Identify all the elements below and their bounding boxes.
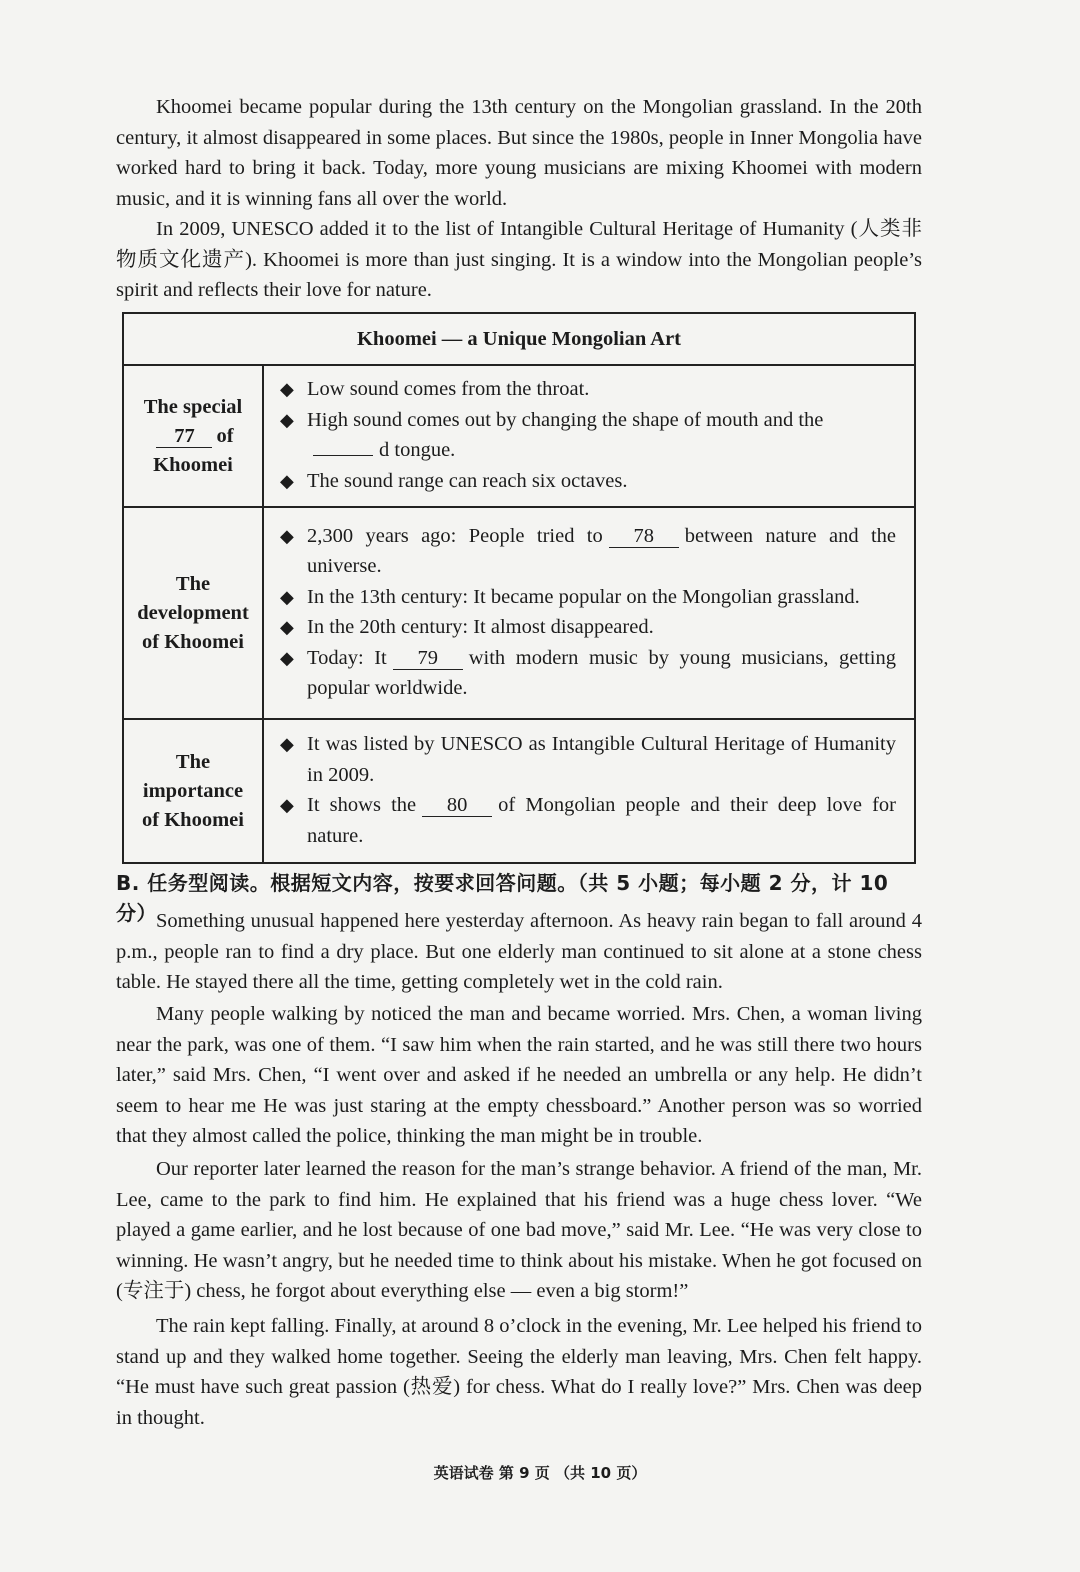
- row-content-special: [263, 365, 915, 507]
- answer-blank-77[interactable]: 77: [156, 425, 212, 448]
- row-label-line: The special: [143, 395, 243, 418]
- passage-a-paragraph-2: In 2009, UNESCO added it to the list of Intangible Cultural Heritage of Humanity (人类非物质文化遗产). Khoomei is more than just singing. It is a window into the Mongolian people’s spirit and reflects their love for nature.: [116, 218, 922, 301]
- answer-blank-79[interactable]: 79: [393, 647, 463, 670]
- row-label-line: of Khoomei: [142, 630, 244, 653]
- passage-b-paragraph-1: Something unusual happened here yesterday afternoon. As heavy rain began to fall around 4 p.m., people ran to find a dry place. But one elderly man continued to sit alone at a stone chess table. He stayed there all the time, getting completely wet in the cold rain.: [116, 910, 922, 993]
- table-row-importance: [123, 719, 915, 863]
- row-label-line: The: [175, 572, 211, 595]
- bullet-item: [280, 643, 896, 704]
- bullet-text: d tongue.: [379, 439, 456, 461]
- row-content-development: [263, 507, 915, 719]
- table-row-special: [123, 365, 915, 507]
- table-row-development: [123, 507, 915, 719]
- bullet-item: [280, 790, 896, 851]
- bullet-text: It shows the: [307, 794, 417, 816]
- row-label-line: [126, 422, 260, 451]
- bullet-item: ◆ The sound range can reach six octaves.: [280, 466, 896, 497]
- row-label-special: [123, 365, 263, 507]
- section-b-heading: B. 任务型阅读。根据短文内容，按要求回答问题。（共 5 小题；每小题 2 分，计 10 分）: [116, 871, 889, 925]
- row-label-line: Khoomei: [153, 453, 233, 476]
- bullet-item: ◆ It was listed by UNESCO as Intangible Cultural Heritage of Humanity in 2009.: [280, 729, 896, 790]
- khoomei-summary-table: [122, 312, 916, 864]
- page-footer: 英语试卷 第 9 页 （共 10 页）: [433, 1464, 647, 1482]
- bullet-item: [280, 405, 896, 466]
- row-label-importance: [123, 719, 263, 863]
- bullet-item: ◆ In the 13th century: It became popular on the Mongolian grassland.: [280, 582, 896, 613]
- bullet-item: [280, 521, 896, 582]
- row-label-line: development: [137, 601, 249, 624]
- row-label-line: importance: [142, 779, 244, 802]
- bullet-text: of Mongolian people and their deep love for nature.: [307, 794, 897, 847]
- bullet-text: High sound comes out by changing the shape of mouth and the: [307, 408, 824, 431]
- bullet-text: Today: It: [307, 646, 387, 669]
- passage-b-paragraph-2: Many people walking by noticed the man and became worried. Mrs. Chen, a woman living near the park, was one of them. “I saw him when the rain started, and he was still there two hours later,” said Mrs. Chen, “I went over and asked if he needed an umbrella or any help. He didn’t seem to hear me He was just staring at the empty chessboard.” Another person was so worried that they almost called the police, thinking the man might be in trouble.: [116, 1003, 922, 1147]
- bullet-item: ◆ Low sound comes from the throat.: [280, 374, 896, 405]
- bullet-text: between nature and the universe.: [307, 524, 896, 577]
- table-title-row: [123, 313, 915, 365]
- bullet-text: 2,300 years ago: People tried to: [307, 524, 603, 547]
- row-label-development: [123, 507, 263, 719]
- passage-b-paragraph-3: Our reporter later learned the reason for the man’s strange behavior. A friend of the man, Mr. Lee, came to the park to find him. He explained that his friend was a huge chess lover. “We played a game earlier, and he lost because of one bad move,” said Mr. Lee. “He was very close to winning. He wasn’t angry, but he needed time to think about his mistake. When he got focused on (专注于) chess, he forgot about everything else — even a big storm!”: [116, 1158, 922, 1302]
- bullet-item: ◆ In the 20th century: It almost disappeared.: [280, 612, 896, 643]
- answer-blank-80[interactable]: 80: [422, 794, 492, 817]
- row-content-importance: [263, 719, 915, 863]
- row-label-line: of Khoomei: [142, 808, 244, 831]
- bullet-text: with modern music by young musicians, getting popular worldwide.: [307, 646, 896, 699]
- row-label-word: of: [216, 424, 234, 447]
- passage-a-paragraph-1: Khoomei became popular during the 13th century on the Mongolian grassland. In the 20th century, it almost disappeared in some places. But since the 1980s, people in Inner Mongolia have worked hard to bring it back. Today, more young musicians are mixing Khoomei with modern music, and it is winning fans all over the world.: [116, 96, 922, 210]
- row-label-line: The: [175, 750, 211, 773]
- answer-blank-unlabeled[interactable]: [313, 455, 373, 456]
- answer-blank-78[interactable]: 78: [609, 525, 679, 548]
- table-title: Khoomei — a Unique Mongolian Art: [123, 313, 915, 365]
- passage-b-paragraph-4: The rain kept falling. Finally, at around 8 o’clock in the evening, Mr. Lee helped his friend to stand up and they walked home together. Seeing the elderly man leaving, Mrs. Chen felt happy. “He must have such great passion (热爱) for chess. What do I really love?” Mrs. Chen was deep in thought.: [116, 1315, 922, 1429]
